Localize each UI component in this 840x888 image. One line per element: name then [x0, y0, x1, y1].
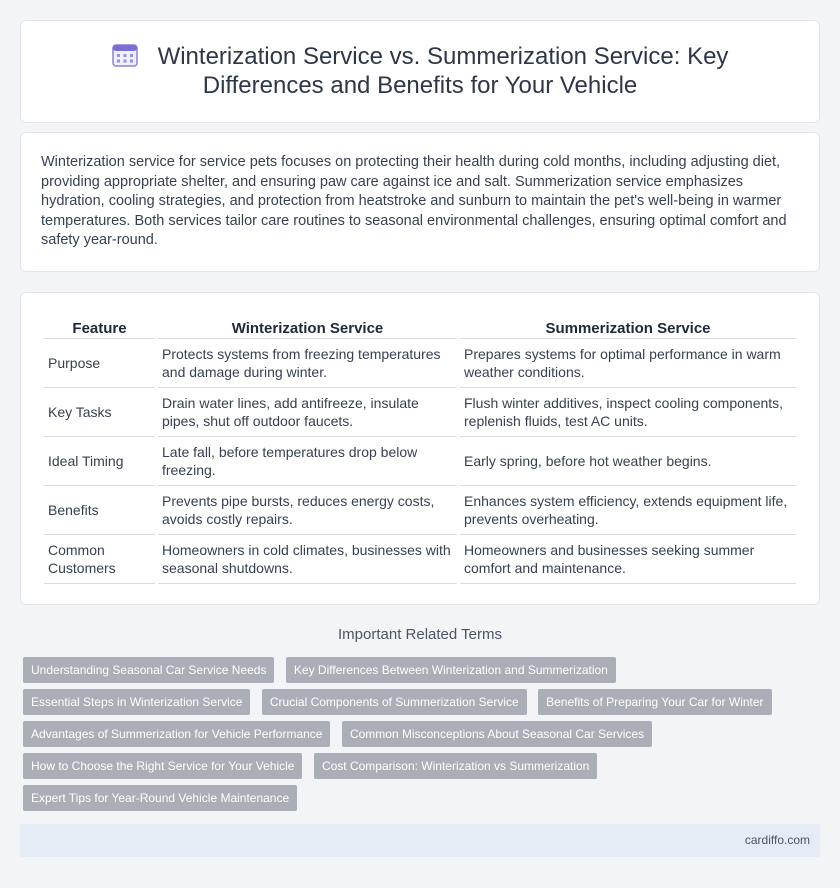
feature-cell: Ideal Timing — [44, 437, 155, 486]
related-term-tag[interactable]: Essential Steps in Winterization Service — [23, 689, 250, 715]
summerization-cell: Flush winter additives, inspect cooling components, replenish fluids, test AC units. — [460, 388, 796, 437]
header-summerization: Summerization Service — [460, 315, 796, 339]
winterization-cell: Prevents pipe bursts, reduces energy costs, avoids costly repairs. — [158, 486, 457, 535]
footer — [20, 824, 820, 857]
table-row — [44, 486, 796, 535]
feature-cell: Benefits — [44, 486, 155, 535]
table-row — [44, 388, 796, 437]
related-terms-heading: Important Related Terms — [338, 626, 502, 643]
winterization-cell: Homeowners in cold climates, businesses with seasonal shutdowns. — [158, 535, 457, 584]
table-row — [44, 535, 796, 584]
calendar-icon — [112, 43, 138, 67]
page-title-text: Winterization Service vs. Summerization Service: Key Differences and Benefits for Your Vehicle — [157, 43, 729, 99]
winterization-cell: Protects systems from freezing temperatures and damage during winter. — [158, 339, 457, 388]
title-card — [20, 20, 820, 123]
table-row — [44, 339, 796, 388]
related-term-tag[interactable]: Cost Comparison: Winterization vs Summerization — [314, 753, 597, 779]
feature-cell: Key Tasks — [44, 388, 155, 437]
summerization-cell: Enhances system efficiency, extends equipment life, prevents overheating. — [460, 486, 796, 535]
intro-paragraph: Winterization service for service pets focuses on protecting their health during cold months, including adjusting diet, providing appropriate shelter, and ensuring paw care against ice and salt. Summerization service emphasizes hydration, cooling strategies, and protection from heatstroke and sunburn to maintain the pet's well-being in warmer temperatures. Both services tailor care routines to seasonal environmental challenges, ensuring optimal comfort and safety year-round. — [41, 154, 787, 248]
winterization-cell: Drain water lines, add antifreeze, insulate pipes, shut off outdoor faucets. — [158, 388, 457, 437]
footer-site-link[interactable]: cardiffo.com — [744, 833, 810, 847]
comparison-table-card — [20, 292, 820, 605]
page-title — [51, 42, 789, 100]
intro-card — [20, 132, 820, 272]
related-term-tag[interactable]: Crucial Components of Summerization Service — [262, 689, 527, 715]
related-term-tag[interactable]: Key Differences Between Winterization and Summerization — [286, 657, 616, 683]
header-winterization: Winterization Service — [158, 315, 457, 339]
related-term-tag[interactable]: Benefits of Preparing Your Car for Winter — [538, 689, 771, 715]
related-term-tag[interactable]: Understanding Seasonal Car Service Needs — [23, 657, 274, 683]
related-term-tag[interactable]: Common Misconceptions About Seasonal Car Services — [342, 721, 652, 747]
related-terms-list — [23, 657, 813, 817]
comparison-table — [41, 315, 799, 584]
related-term-tag[interactable]: Expert Tips for Year-Round Vehicle Maintenance — [23, 785, 297, 811]
summerization-cell: Early spring, before hot weather begins. — [460, 437, 796, 486]
summerization-cell: Prepares systems for optimal performance in warm weather conditions. — [460, 339, 796, 388]
table-row — [44, 437, 796, 486]
feature-cell: Common Customers — [44, 535, 155, 584]
feature-cell: Purpose — [44, 339, 155, 388]
header-feature: Feature — [44, 315, 155, 339]
related-term-tag[interactable]: Advantages of Summerization for Vehicle Performance — [23, 721, 330, 747]
table-header-row — [44, 315, 796, 339]
winterization-cell: Late fall, before temperatures drop below freezing. — [158, 437, 457, 486]
related-term-tag[interactable]: How to Choose the Right Service for Your Vehicle — [23, 753, 302, 779]
summerization-cell: Homeowners and businesses seeking summer comfort and maintenance. — [460, 535, 796, 584]
